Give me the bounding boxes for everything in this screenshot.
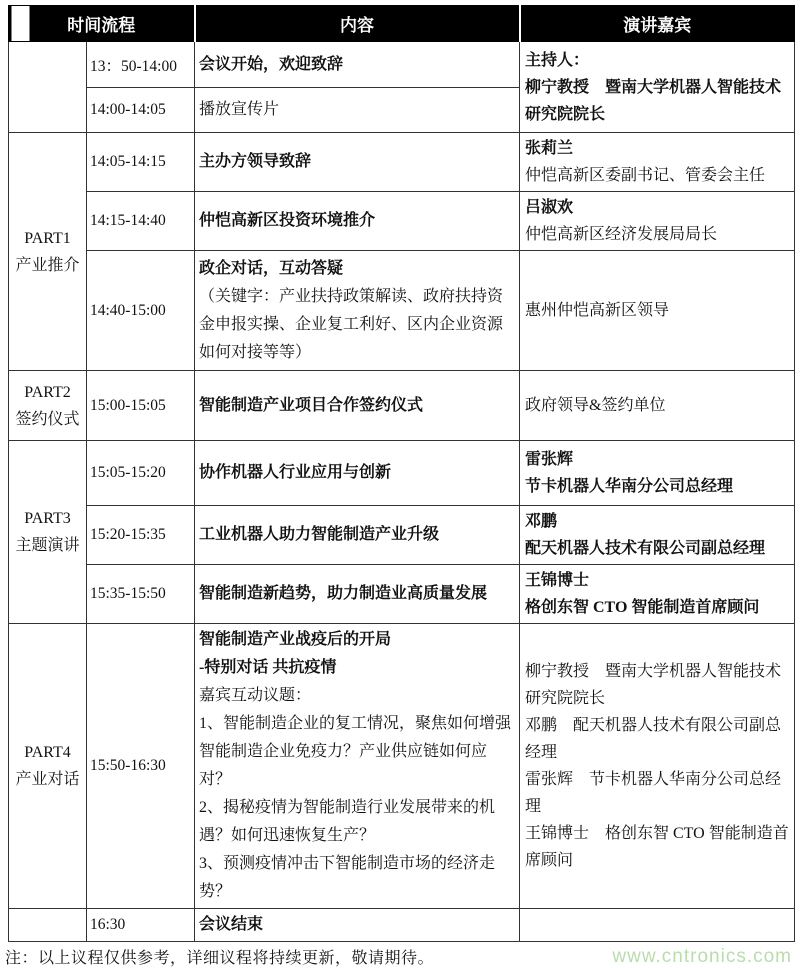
speaker-cell [520,565,795,624]
speaker-cell-empty [520,909,795,942]
content-title-line: 智能制造产业战疫后的开局 [199,631,392,648]
part-name: 主题演讲 [15,537,80,554]
topics-label: 嘉宾互动议题： [199,687,312,704]
table-row [9,565,795,624]
speaker-name: 雷张辉 [525,451,574,468]
speaker-cell-host [520,42,795,133]
table-row [9,909,795,942]
agenda-table [8,5,795,942]
content-cell [195,506,520,565]
part-cell-empty-bottom [9,909,87,942]
part-name: 签约仪式 [15,410,80,428]
part-cell-part2 [9,371,87,441]
table-row [9,192,795,251]
page-footer [0,942,800,968]
content-title-line: 会议开始，欢迎致辞 [199,55,344,73]
panel-speaker: 王锦博士 格创东智 CTO 智能制造首席顾问 [525,825,789,869]
time-cell: 14:40-15:00 [87,251,195,371]
watermark-text: www.cntronics.com [612,946,792,967]
time-cell: 16:30 [87,909,195,942]
time-cell: 15:00-15:05 [87,371,195,441]
part-name: 产业推介 [15,256,80,274]
part-cell-part3 [9,441,87,624]
content-title-line: 工业机器人助力智能制造产业升级 [199,526,440,543]
part-name: 产业对话 [15,771,80,788]
content-cell [195,565,520,624]
content-line: 播放宣传片 [199,101,280,118]
table-row [9,441,795,506]
content-cell [195,251,520,371]
part-code: PART1 [24,229,71,247]
content-detail-line: （关键字：产业扶持政策解读、政府扶持资金申报实操、企业复工利好、区内企业资源如何对接等等） [199,287,504,361]
topic-line: 1、智能制造企业的复工情况，聚焦如何增强智能制造企业免疫力？产业供应链如何应对？ [199,715,512,788]
table-header-row [9,6,795,42]
speaker-cell [520,192,795,251]
speaker-cell [520,251,795,371]
speaker-title: 政府领导&签约单位 [525,397,666,414]
topic-line: 3、预测疫情冲击下智能制造市场的经济走势？ [199,855,496,900]
speaker-name: 邓鹏 [525,513,558,530]
part-cell-part4 [9,624,87,909]
speaker-cell [520,441,795,506]
content-title-line: 智能制造新趋势，助力制造业高质量发展 [199,585,488,602]
speaker-name: 张莉兰 [525,140,574,157]
header-content-column: 内容 [195,6,520,42]
part-cell-part1 [9,133,87,371]
panel-speaker: 邓鹏 配天机器人技术有限公司副总经理 [525,717,782,761]
content-cell [195,909,520,942]
panel-speaker: 雷张辉 节卡机器人华南分公司总经理 [525,771,782,815]
header-speaker-column: 演讲嘉宾 [520,6,795,42]
part-code: PART4 [24,744,71,761]
content-title-line: 政企对话，互动答疑 [199,259,344,277]
table-row [9,371,795,441]
speaker-cell-panel [520,624,795,909]
content-title-line: 仲恺高新区投资环境推介 [199,212,376,229]
content-cell [195,192,520,251]
topic-line: 2、揭秘疫情为智能制造行业发展带来的机遇？如何迅速恢复生产？ [199,799,496,844]
content-title-line: 协作机器人行业应用与创新 [199,464,392,481]
time-cell: 13：50-14:00 [87,42,195,88]
panel-speaker: 柳宁教授 暨南大学机器人智能技术研究院院长 [525,663,782,707]
time-cell: 15:50-16:30 [87,624,195,909]
speaker-title: 仲恺高新区委副书记、管委会主任 [525,167,766,184]
time-cell: 15:35-15:50 [87,565,195,624]
speaker-title: 节卡机器人华南分公司总经理 [525,478,734,495]
time-cell: 14:05-14:15 [87,133,195,192]
content-cell [195,371,520,441]
content-title-line: 智能制造产业项目合作签约仪式 [199,396,424,414]
table-row [9,506,795,565]
footer-note: 注：以上议程仅供参考，详细议程将持续更新，敬请期待。 [5,950,435,967]
speaker-cell [520,133,795,192]
speaker-cell [520,371,795,441]
part-code: PART2 [24,383,71,401]
host-label: 主持人： [525,51,590,69]
speaker-name: 吕淑欢 [525,199,574,216]
speaker-name: 王锦博士 [525,572,590,589]
speaker-title: 惠州仲恺高新区领导 [525,302,670,319]
content-cell [195,133,520,192]
content-cell [195,42,520,88]
time-cell: 15:20-15:35 [87,506,195,565]
speaker-cell [520,506,795,565]
table-row [9,133,795,192]
content-title-line: 会议结束 [199,916,264,933]
part-code: PART3 [24,510,71,527]
speaker-title: 格创东智 CTO 智能制造首席顾问 [525,599,760,616]
time-cell: 14:15-14:40 [87,192,195,251]
time-cell: 15:05-15:20 [87,441,195,506]
content-title-line: 主办方领导致辞 [199,153,312,170]
part-cell-empty-top [9,42,87,133]
content-cell [195,88,520,133]
table-row [9,251,795,371]
host-name-title: 柳宁教授 暨南大学机器人智能技术研究院院长 [525,78,782,123]
header-time-column: 时间流程 [9,6,195,42]
time-cell: 14:00-14:05 [87,88,195,133]
content-subtitle-line: -特别对话 共抗疫情 [199,659,337,676]
table-row [9,42,795,88]
conference-agenda-page [0,5,800,967]
speaker-title: 仲恺高新区经济发展局局长 [525,226,718,243]
content-cell [195,624,520,909]
table-row [9,624,795,909]
speaker-title: 配天机器人技术有限公司副总经理 [525,540,766,557]
content-cell [195,441,520,506]
